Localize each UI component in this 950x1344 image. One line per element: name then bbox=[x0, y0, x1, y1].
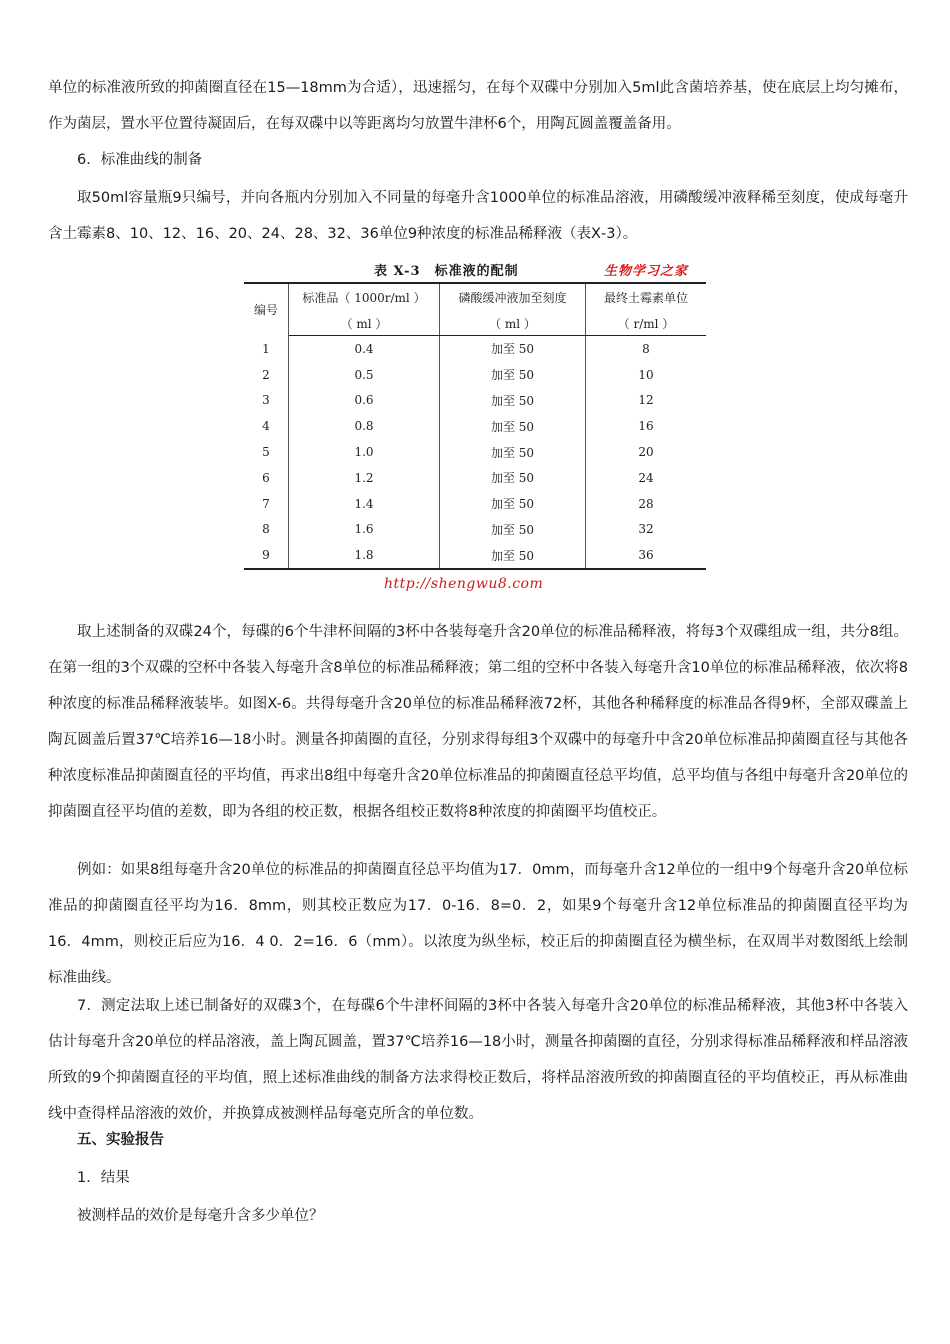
cell-buffer: 加至 50 bbox=[440, 362, 586, 388]
paragraph-correction-example: 例如：如果8组每毫升含20单位的标准品的抑菌圈直径总平均值为17．0mm，而每毫升含12单位的一组中9个每毫升含20单位标准品的抑菌圈直径平均为16．8mm，则其校正数应为17．0-16．8=0．2，如果9个每毫升含12单位标准品的抑菌圈直径平均为16．4mm，则校正后应为16．4 0．2=16．6（mm）。以浓度为纵坐标，校正后的抑菌圈直径为横坐标，在双周半对数图纸上绘制标准曲线。 bbox=[48, 862, 908, 986]
cell-number: 3 bbox=[244, 388, 289, 414]
cell-number: 4 bbox=[244, 413, 289, 439]
header-final-units: 最终土霉素单位 bbox=[586, 283, 707, 311]
cell-buffer: 加至 50 bbox=[440, 491, 586, 517]
header-standard: 标准品（ 1000r/ml ） bbox=[289, 283, 440, 311]
cell-number: 6 bbox=[244, 465, 289, 491]
cell-buffer: 加至 50 bbox=[440, 439, 586, 465]
table-row bbox=[244, 465, 706, 491]
cell-standard-ml: 0.4 bbox=[289, 336, 440, 362]
table-row bbox=[244, 388, 706, 414]
table-row bbox=[244, 439, 706, 465]
cell-final-units: 24 bbox=[586, 465, 707, 491]
cell-final-units: 20 bbox=[586, 439, 707, 465]
cell-final-units: 36 bbox=[586, 542, 707, 569]
header-standard-unit: （ ml ） bbox=[289, 311, 440, 336]
source-url: http://shengwu8.com bbox=[384, 576, 544, 592]
header-number: 编号 bbox=[244, 283, 289, 336]
paragraph-assay-method: 7．测定法取上述已制备好的双碟3个，在每碟6个牛津杯间隔的3杯中各装入每毫升含20单位的标准品稀释液，其他3杯中各装入估计每毫升含20单位的样品溶液，盖上陶瓦圆盖，置37℃培养16—18小时，测量各抑菌圈的直径，分别求得标准品稀释液和样品溶液所致的9个抑菌圈直径的平均值，照上述标准曲线的制备方法求得校正数后，将样品溶液所致的抑菌圈直径的平均值校正，再从标准曲线中查得样品溶液的效价，并换算成被测样品每毫克所含的单位数。 bbox=[48, 998, 908, 1122]
cell-number: 7 bbox=[244, 491, 289, 517]
cell-final-units: 10 bbox=[586, 362, 707, 388]
standard-solution-table bbox=[244, 282, 706, 570]
cell-final-units: 8 bbox=[586, 336, 707, 362]
cell-buffer: 加至 50 bbox=[440, 465, 586, 491]
cell-standard-ml: 1.2 bbox=[289, 465, 440, 491]
table-row bbox=[244, 542, 706, 569]
table-header-row bbox=[244, 283, 706, 311]
paragraph-dish-setup: 取上述制备的双碟24个，每碟的6个牛津杯间隔的3杯中各装每毫升含20单位的标准品稀释液，将每3个双碟组成一组，共分8组。在第一组的3个双碟的空杯中各装入每毫升含8单位的标准品稀释液；第二组的空杯中各装入每毫升含10单位的标准品稀释液，依次将8种浓度的标准品稀释液装毕。如图X-6。共得每毫升含20单位的标准品稀释液72杯，其他各种稀释度的标准品各得9杯，全部双碟盖上陶瓦圆盖后置37℃培养16—18小时。测量各抑菌圈的直径，分别求得每组3个双碟中的每毫升中含20单位标准品抑菌圈直径与其他各种浓度标准品抑菌圈直径的平均值，再求出8组中每毫升含20单位标准品的抑菌圈直径总平均值，总平均值与各组中每毫升含20单位的抑菌圈直径平均值的差数，即为各组的校正数，根据各组校正数将8种浓度的抑菌圈平均值校正。 bbox=[48, 624, 908, 820]
table-row bbox=[244, 413, 706, 439]
table-row bbox=[244, 517, 706, 543]
cell-buffer: 加至 50 bbox=[440, 413, 586, 439]
cell-standard-ml: 0.8 bbox=[289, 413, 440, 439]
table-row bbox=[244, 362, 706, 388]
cell-buffer: 加至 50 bbox=[440, 388, 586, 414]
heading-report: 五、实验报告 bbox=[77, 1132, 164, 1148]
cell-final-units: 12 bbox=[586, 388, 707, 414]
table-row bbox=[244, 491, 706, 517]
cell-buffer: 加至 50 bbox=[440, 517, 586, 543]
cell-buffer: 加至 50 bbox=[440, 542, 586, 569]
table-header-units-row bbox=[244, 311, 706, 336]
heading-standard-curve: 6．标准曲线的制备 bbox=[77, 152, 203, 168]
header-final-unit: （ r/ml ） bbox=[586, 311, 707, 336]
watermark-text: 生物学习之家 bbox=[604, 264, 689, 279]
cell-final-units: 28 bbox=[586, 491, 707, 517]
standard-solution-table-figure bbox=[244, 258, 708, 598]
question-text: 被测样品的效价是每毫升含多少单位？ bbox=[77, 1208, 324, 1224]
cell-number: 5 bbox=[244, 439, 289, 465]
cell-number: 9 bbox=[244, 542, 289, 569]
cell-standard-ml: 0.5 bbox=[289, 362, 440, 388]
cell-number: 8 bbox=[244, 517, 289, 543]
cell-standard-ml: 1.6 bbox=[289, 517, 440, 543]
cell-standard-ml: 0.6 bbox=[289, 388, 440, 414]
cell-standard-ml: 1.8 bbox=[289, 542, 440, 569]
cell-standard-ml: 1.4 bbox=[289, 491, 440, 517]
paragraph-agar-layer: 单位的标准液所致的抑菌圈直径在15—18mm为合适），迅速摇匀，在每个双碟中分别加入5ml此含菌培养基，使在底层上均匀摊布，作为菌层，置水平位置待凝固后，在每双碟中以等距离均匀放置牛津杯6个，用陶瓦圆盖覆盖备用。 bbox=[48, 80, 908, 132]
cell-number: 1 bbox=[244, 336, 289, 362]
heading-results: 1．结果 bbox=[77, 1170, 130, 1186]
cell-number: 2 bbox=[244, 362, 289, 388]
cell-standard-ml: 1.0 bbox=[289, 439, 440, 465]
cell-buffer: 加至 50 bbox=[440, 336, 586, 362]
table-row bbox=[244, 336, 706, 362]
cell-final-units: 32 bbox=[586, 517, 707, 543]
header-buffer-unit: （ ml ） bbox=[440, 311, 586, 336]
cell-final-units: 16 bbox=[586, 413, 707, 439]
header-buffer: 磷酸缓冲液加至刻度 bbox=[440, 283, 586, 311]
paragraph-standard-dilution: 取50ml容量瓶9只编号，并向各瓶内分别加入不同量的每毫升含1000单位的标准品溶液，用磷酸缓冲液释稀至刻度，使成每毫升含土霉素8、10、12、16、20、24、28、32、36单位9种浓度的标准品稀释液（表Ⅹ-3）。 bbox=[48, 190, 908, 242]
table-title: 表 X-3 标准液的配制 bbox=[374, 264, 519, 279]
